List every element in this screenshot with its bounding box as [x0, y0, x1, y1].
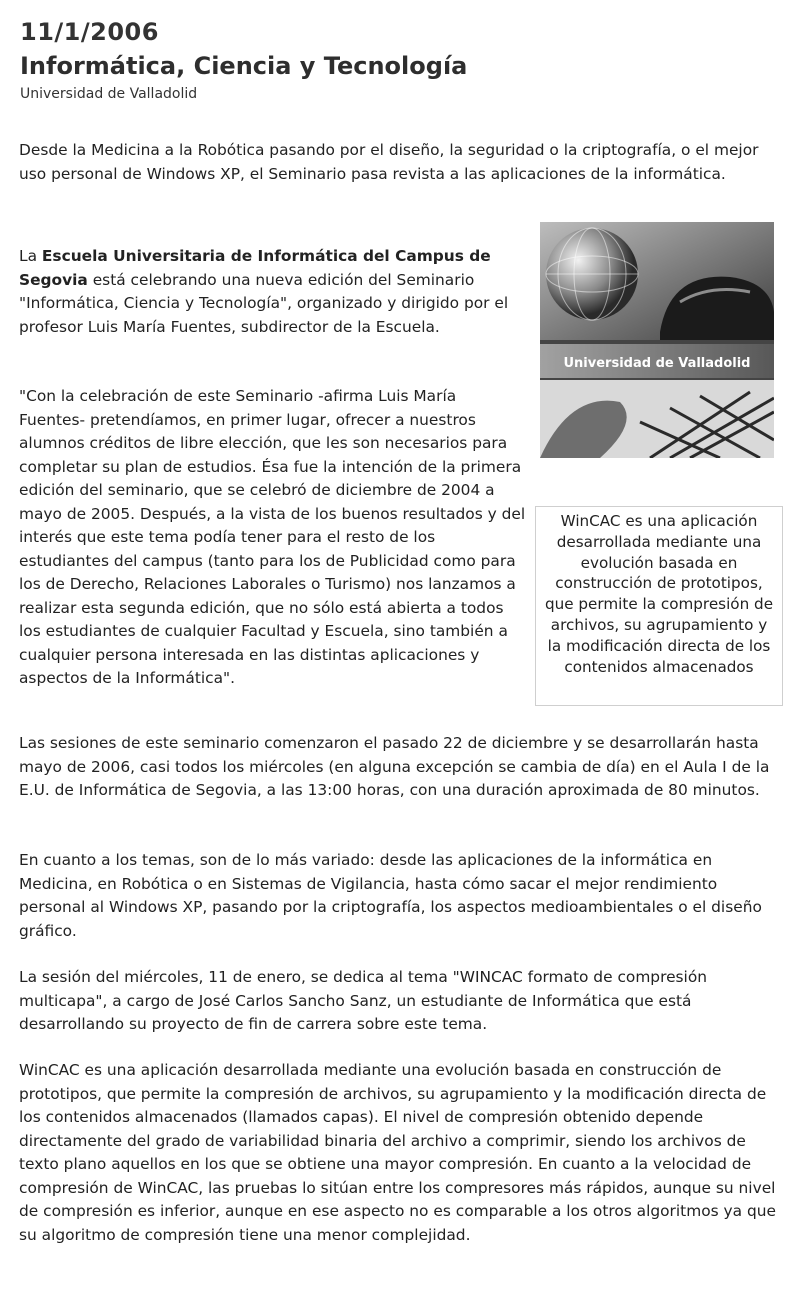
pullquote-text: WinCAC es una aplicación desarrollada mediante una evolución basada en construcción de prototipos, que permite la compresión de archivos, su agrupamiento y la modificación directa de los contenidos almacenados [544, 512, 774, 676]
lead-paragraph: Desde la Medicina a la Robótica pasando por el diseño, la seguridad o la criptografía, o el mejor uso personal de Windows XP, el Seminario pasa revista a las aplicaciones de la informática. [19, 141, 759, 183]
article-photo [540, 222, 774, 458]
paragraph-1-rest: está celebrando una nueva edición del Seminario "Informática, Ciencia y Tecnología", organizado y dirigido por el profesor Luis María Fuentes, subdirector de la Escuela. [19, 270, 509, 336]
paragraph-1 [19, 245, 527, 339]
banner-text: Universidad de Valladolid [563, 356, 751, 371]
pullquote-box [535, 506, 783, 706]
school-name: Escuela Universitaria de Informática del Campus de Segovia [19, 247, 491, 289]
article-source: Universidad de Valladolid [20, 86, 198, 102]
paragraph-6: WinCAC es una aplicación desarrollada mediante una evolución basada en construcción de prototipos, que permite la compresión de archivos, su agrupamiento y la modificación directa de los contenidos almacenados (llamados capas). El nivel de compresión obtenido depende directamente del grado de variabilidad binaria del archivo a comprimir, siendo los archivos de texto plano aquellos en los que se obtiene una mayor compresión. En cuanto a la velocidad de compresión de WinCAC, las pruebas lo sitúan entre los compresores más rápidos, aunque su nivel de compresión es inferior, aunque en ese aspecto no es comparable a los otros algoritmos ya que su algoritmo de compresión tiene una menor complejidad. [19, 1061, 776, 1244]
paragraph-3: Las sesiones de este seminario comenzaron el pasado 22 de diciembre y se desarrollarán hasta mayo de 2006, casi todos los miércoles (en alguna excepción se cambia de día) en el Aula I de la E.U. de Informática de Segovia, a las 13:00 horas, con una duración aproximada de 80 minutos. [19, 734, 770, 799]
paragraph-4: En cuanto a los temas, son de lo más variado: desde las aplicaciones de la informática en Medicina, en Robótica o en Sistemas de Vigilancia, hasta cómo sacar el mejor rendimiento personal al Windows XP, pasando por la criptografía, los aspectos medioambientales o el diseño gráfico. [19, 851, 762, 940]
paragraph-1-prefix: La [19, 247, 42, 265]
paragraph-5: La sesión del miércoles, 11 de enero, se dedica al tema "WINCAC formato de compresión multicapa", a cargo de José Carlos Sancho Sanz, un estudiante de Informática que está desarrollando su proyecto de fin de carrera sobre este tema. [19, 968, 708, 1033]
article-title: Informática, Ciencia y Tecnología [20, 52, 468, 80]
paragraph-2: "Con la celebración de este Seminario -afirma Luis María Fuentes- pretendíamos, en primer lugar, ofrecer a nuestros alumnos créditos de libre elección, que les son necesarios para completar su plan de estudios. Ésa fue la intención de la primera edición del seminario, que se celebró de diciembre de 2004 a mayo de 2005. Después, a la vista de los buenos resultados y del interés que este tema podía tener para el resto de los estudiantes del campus (tanto para los de Publicidad como para los de Derecho, Relaciones Laborales o Turismo) nos lanzamos a realizar esta segunda edición, que no sólo está abierta a todos los estudiantes de cualquier Facultad y Escuela, sino también a cualquier persona interesada en las distintas aplicaciones y aspectos de la Informática". [19, 387, 526, 687]
article-date: 11/1/2006 [20, 18, 159, 46]
photo-collage [540, 222, 774, 458]
